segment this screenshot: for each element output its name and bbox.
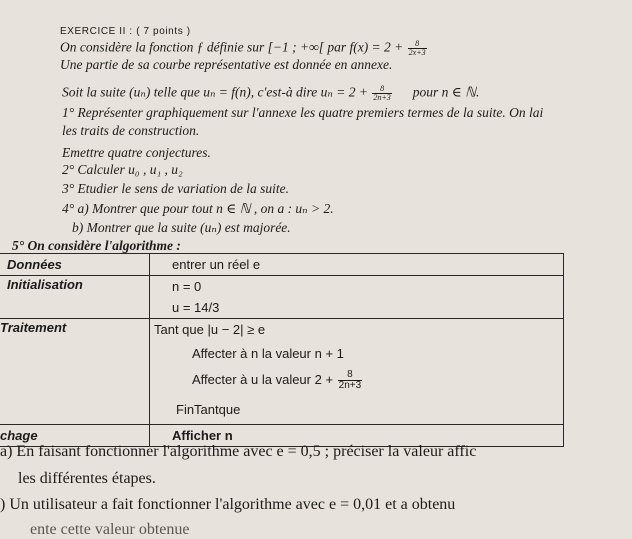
function-fraction	[408, 40, 427, 57]
donnees-value: entrer un réel e	[150, 254, 564, 276]
question-1-line-2: les traits de construction.	[62, 123, 200, 138]
donnees-label: Données	[0, 254, 150, 276]
exercise-header: EXERCICE II : ( 7 points )	[60, 26, 191, 37]
assign-u-text: Affecter à u la valeur 2 +	[192, 371, 337, 387]
sequence-text-3: , c'est-à dire	[250, 84, 321, 100]
init-value-2: u = 14/3	[150, 297, 564, 319]
affichage-label: chage	[0, 425, 150, 447]
fraction-numerator: 8	[372, 85, 391, 94]
question-4a: 4° a) Montrer que pour tout n ∈ ℕ , on a : uₙ > 2.	[62, 201, 334, 216]
table-row	[0, 254, 564, 276]
fraction-numerator: 8	[408, 40, 427, 49]
fraction-denominator: 2x+3	[408, 48, 426, 57]
assign-n: Affecter à n la valeur n + 1	[150, 340, 564, 366]
sequence-text-2: telle que	[150, 84, 204, 100]
function-expression: f(x) = 2 +	[349, 39, 407, 55]
assign-u	[150, 366, 564, 394]
question-5: 5° On considère l'algorithme :	[12, 238, 181, 253]
end-while: FinTantque	[150, 394, 564, 425]
intro-line-2: Une partie de sa courbe représentative est donnée en annexe.	[60, 57, 393, 72]
assign-u-fraction	[338, 370, 363, 391]
question-3: 3° Etudier le sens de variation de la suite.	[62, 181, 289, 196]
sequence-domain: pour n ∈ ℕ.	[412, 84, 480, 100]
question-2: 2° Calculer u₀ , u₁ , u₂	[62, 162, 183, 177]
init-label: Initialisation	[0, 276, 150, 319]
table-row	[0, 276, 564, 298]
question-a-line-1: a) En faisant fonctionner l'algorithme avec e = 0,5 ; préciser la valeur affic	[0, 443, 477, 460]
intro-line-1	[60, 40, 428, 57]
while-condition: Tant que |u − 2| ≥ e	[150, 319, 564, 341]
sequence-equation: uₙ = f(n)	[203, 84, 251, 100]
init-value-1: n = 0	[150, 276, 564, 298]
algorithm-table	[0, 253, 564, 447]
question-4b: b) Montrer que la suite (uₙ) est majorée.	[72, 220, 291, 235]
fraction-denominator: 2n+3	[373, 93, 391, 102]
sequence-equation-2: uₙ = 2 +	[320, 84, 372, 100]
cut-off-line: ente cette valeur obtenue	[30, 521, 190, 538]
fraction-numerator: 8	[338, 370, 363, 381]
sequence-symbol: (uₙ)	[129, 84, 151, 100]
sequence-definition	[62, 85, 479, 102]
question-1-line-1: 1° Représenter graphiquement sur l'annexe les quatre premiers termes de la suite. On lai	[62, 105, 544, 120]
fraction-denominator: 2n+3	[338, 379, 362, 391]
question-a-line-2: les différentes étapes.	[18, 470, 156, 487]
question-b-line-1: ) Un utilisateur a fait fonctionner l'algorithme avec e = 0,01 et a obtenu	[0, 496, 456, 513]
sequence-text: Soit la suite	[62, 84, 130, 100]
intro-text: On considère la fonction ƒ définie sur [−1 ; +∞[ par	[60, 39, 350, 55]
sequence-fraction	[372, 85, 391, 102]
question-1-line-3: Emettre quatre conjectures.	[62, 145, 211, 160]
table-row	[0, 319, 564, 341]
traitement-label: Traitement	[0, 319, 150, 425]
affichage-value: Afficher n	[150, 425, 564, 447]
